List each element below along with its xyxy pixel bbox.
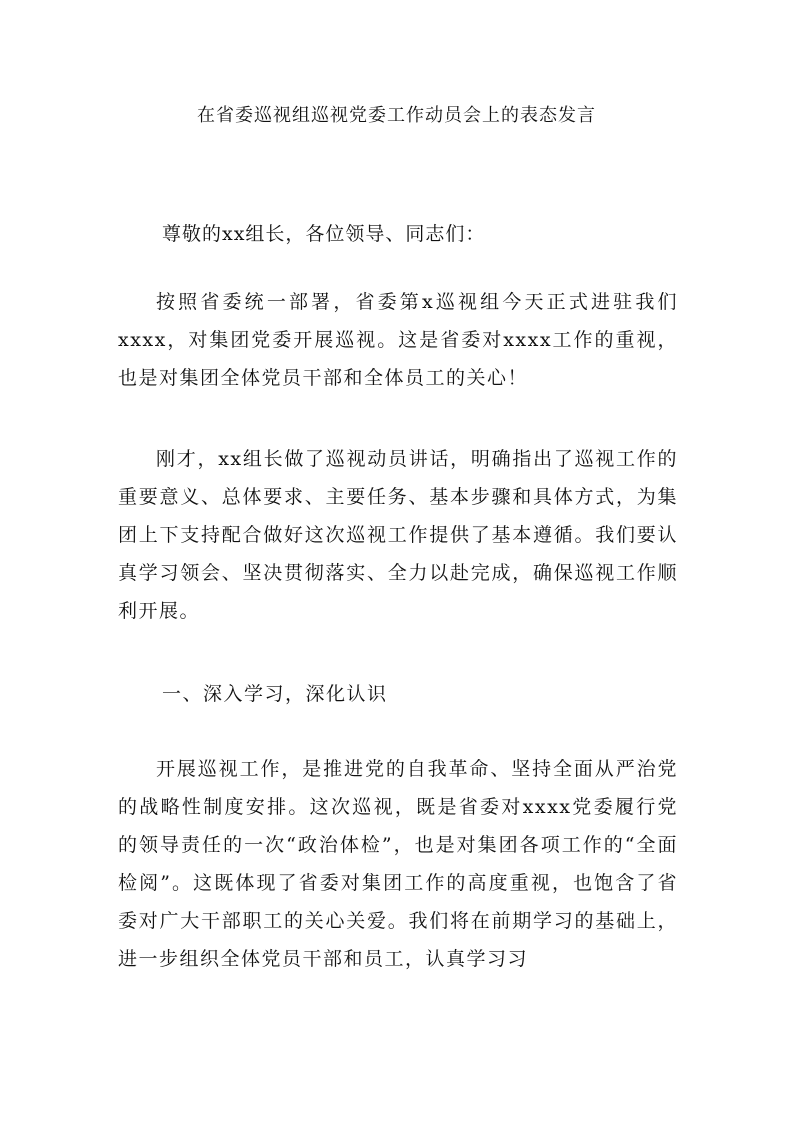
section-heading: 一、深入学习，深化认识 bbox=[162, 683, 388, 705]
paragraph-section-1: 开展巡视工作，是推进党的自我革命、坚持全面从严治党的战略性制度安排。这次巡视，既是省委对xxxx党委履行党的领导责任的一次“政治体检”，也是对集团各项工作的“全面检阅”。这既体现了省委对集团工作的高度重视，也饱含了省委对广大干部职工的关心关爱。我们将在前期学习的基础上，进一步组织全体党员干部和员工，认真学习习 bbox=[118, 758, 678, 970]
salutation: 尊敬的xx组长，各位领导、同志们： bbox=[162, 223, 486, 245]
paragraph-speech-summary: 刚才，xx组长做了巡视动员讲话，明确指出了巡视工作的重要意义、总体要求、主要任务、基本步骤和具体方式，为集团上下支持配合做好这次巡视工作提供了基本遵循。我们要认真学习领会、坚决贯彻落实、全力以赴完成，确保巡视工作顺利开展。 bbox=[118, 448, 678, 622]
document-title: 在省委巡视组巡视党委工作动员会上的表态发言 bbox=[197, 105, 596, 126]
paragraph-intro: 按照省委统一部署，省委第x巡视组今天正式进驻我们xxxx，对集团党委开展巡视。这是省委对xxxx工作的重视，也是对集团全体党员干部和全体员工的关心！ bbox=[118, 291, 678, 389]
